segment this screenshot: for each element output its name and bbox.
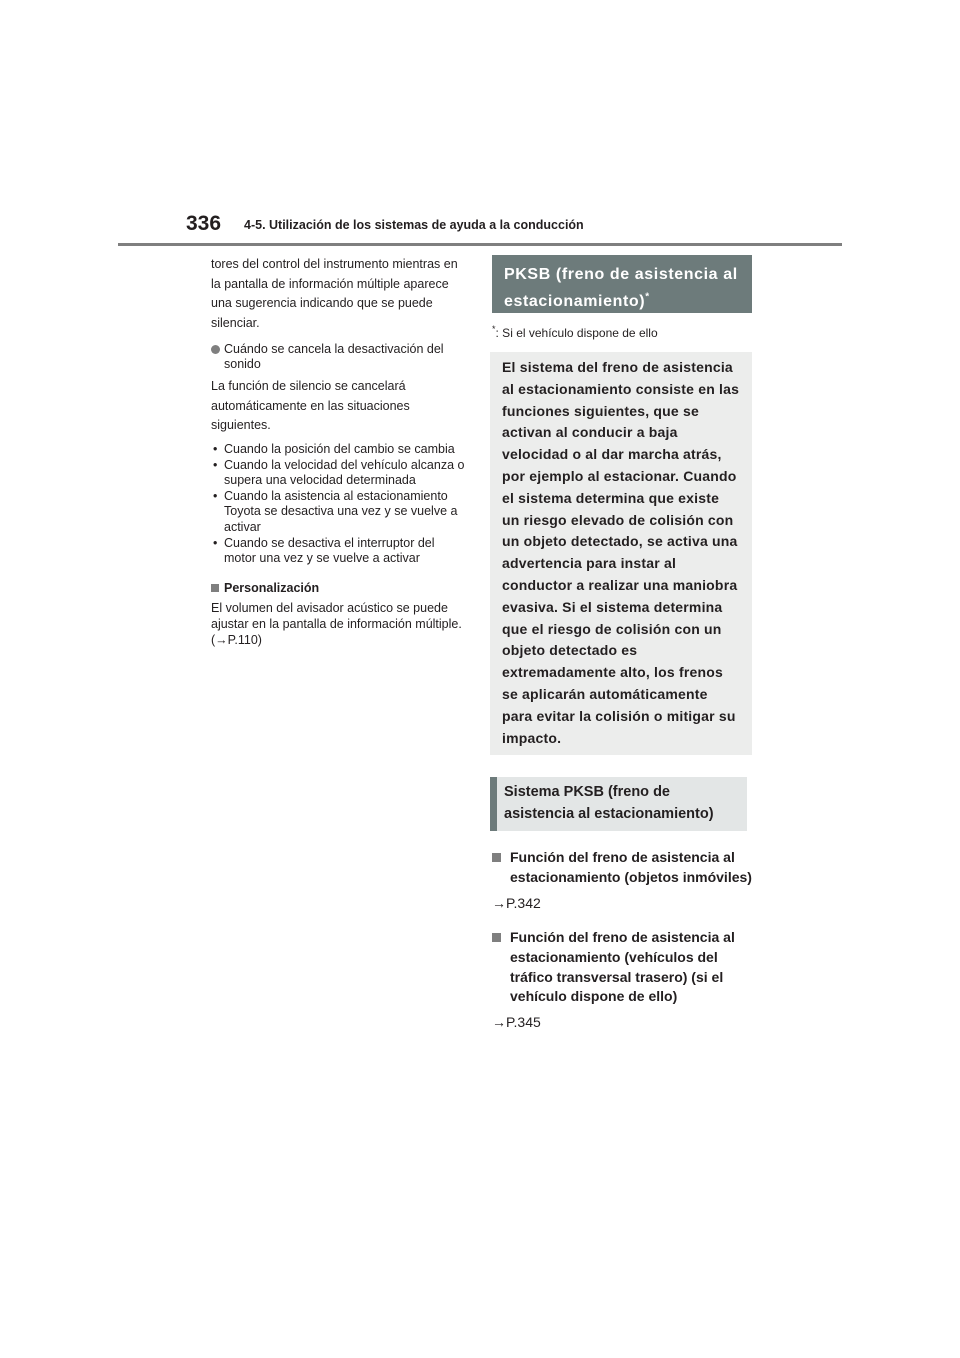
pksb-title-asterisk: * [645, 291, 650, 303]
function-item-static-objects [490, 848, 752, 888]
right-column [490, 255, 752, 1030]
custom-heading-row [211, 581, 469, 597]
footnote [490, 324, 752, 340]
subsection-title: Sistema PKSB (freno de asistencia al estacionamiento) [490, 777, 747, 831]
bullet-square-icon [211, 584, 219, 592]
page-reference[interactable]: →P.345 [492, 1014, 541, 1031]
intro-paragraph: tores del control del instrumento mientras en la pantalla de información múltiple aparece una sugerencia indicando que se puede silenciar. [211, 257, 458, 331]
footnote-asterisk: * [492, 324, 496, 334]
page-number: 336 [186, 212, 222, 235]
section-title: 4-5. Utilización de los sistemas de ayuda a la conducción [244, 218, 584, 232]
list-item: • Cuando se desactiva el interruptor del motor una vez y se vuelve a activar [211, 536, 469, 567]
header-divider [118, 243, 842, 246]
custom-text: El volumen del avisador acústico se puede ajustar en la pantalla de información múltiple. (→P.110) [211, 601, 462, 647]
list-item: • Cuando la velocidad del vehículo alcanza o supera una velocidad determinada [211, 458, 469, 489]
pksb-intro-box: El sistema del freno de asistencia al estacionamiento consiste en las funciones siguientes, que se activan al conducir a baja velocidad o al dar marcha atrás, por ejemplo al estacionar. Cuando el sistema determina que existe un riesgo elevado de colisión con un objeto detectado, se activa una advertencia para instar al conductor a realizar una maniobra evasiva. Si el sistema determina que el riesgo de colisión con un objeto detectado es extremadamente alto, los frenos se aplicarán automáticamente para evitar la colisión o mitigar su impacto. [490, 352, 752, 755]
function-item-rear-cross-traffic [490, 928, 752, 1007]
pksb-title-box [492, 255, 752, 313]
cancel-heading-row [211, 342, 469, 373]
page-reference[interactable]: →P.342 [492, 894, 541, 911]
bullet-circle-icon [211, 345, 220, 354]
list-item: • Cuando la asistencia al estacionamiento Toyota se desactiva una vez y se vuelve a activar [211, 489, 469, 536]
item-title: Función del freno de asistencia al estacionamiento (vehículos del tráfico transversal trasero) (si el vehículo dispone de ello) [510, 928, 735, 1005]
item-title: Función del freno de asistencia al estacionamiento (objetos inmóviles) [510, 849, 752, 886]
pksb-title: PKSB (freno de asistencia al estacionamiento) [504, 266, 738, 310]
list-item: • Cuando la posición del cambio se cambia [211, 442, 469, 458]
cancel-text: La función de silencio se cancelará automáticamente en las situaciones siguientes. [211, 379, 410, 433]
cancel-list [211, 442, 469, 567]
footnote-text: : Si el vehículo dispone de ello [495, 326, 658, 340]
bullet-square-icon [492, 853, 501, 862]
cancel-heading: Cuándo se cancela la desactivación del sonido [224, 341, 444, 372]
bullet-square-icon [492, 933, 501, 942]
custom-heading: Personalización [224, 580, 320, 595]
left-column [211, 255, 469, 648]
